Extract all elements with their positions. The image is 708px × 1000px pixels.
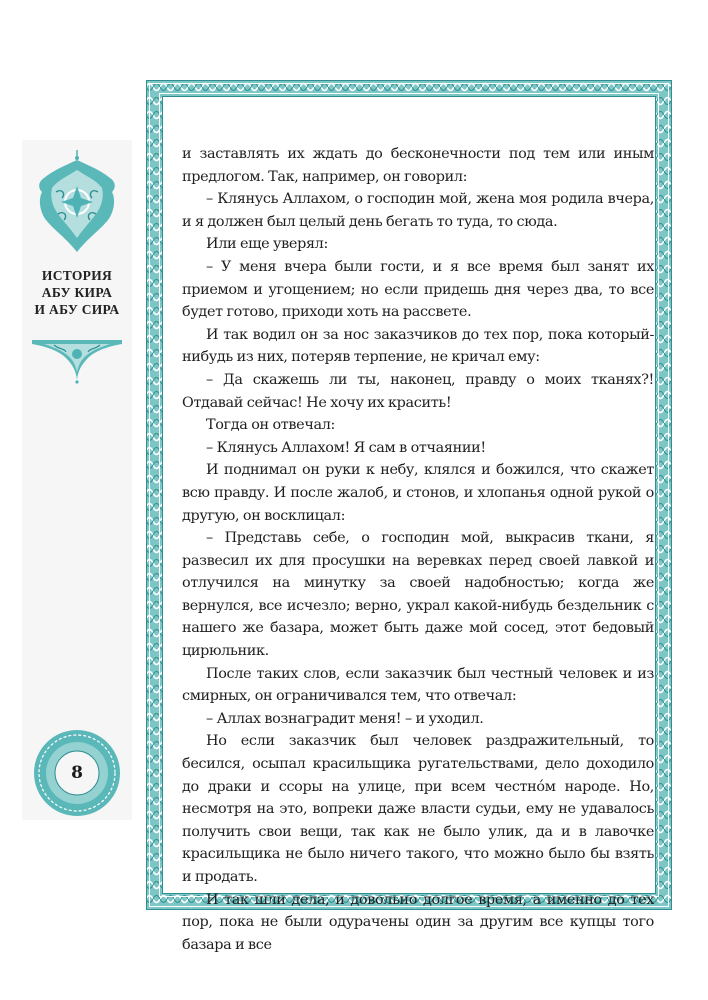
- paragraph: Тогда он отвечал:: [206, 417, 336, 434]
- main-text: [182, 143, 654, 953]
- paragraph: – Клянусь Аллахом, о господин мой, жена моя родила вчера, и я должен был целый день бегать то туда, то сюда.: [182, 191, 654, 230]
- paragraph: – Да скажешь ли ты, наконец, правду о моих тканях?! Отдавай сейчас! Не хочу их красить!: [182, 371, 654, 411]
- paragraph: И так водил он за нос заказчиков до тех пор, пока который-нибудь из них, потеряв терпение, не кричал ему:: [182, 326, 654, 366]
- paragraph: – Клянусь Аллахом! Я сам в отчаянии!: [206, 439, 486, 456]
- side-column: [22, 140, 132, 820]
- arabesque-ornament-top-icon: [34, 148, 120, 258]
- page-number: 8: [71, 763, 83, 783]
- arabesque-ornament-middle-icon: [30, 332, 124, 384]
- paragraph: После таких слов, если заказчик был честный человек и из смирных, он ограничивался тем, что отвечал:: [182, 665, 654, 705]
- paragraph: – Аллах вознаградит меня! – и уходил.: [206, 710, 484, 727]
- chapter-title: ИСТОРИЯ АБУ КИРА И АБУ СИРА: [34, 268, 120, 317]
- paragraph: – Представь себе, о господин мой, выкрасив ткани, я развесил их для просушки на веревках перед своей лавкой и отлучился на минутку за своей надобностью; когда же вернулся, все исчезло; верно, украл какой-нибудь бездельник с нашего же базара, может быть даже мой сосед, этот бедовый цирюльник.: [182, 530, 654, 660]
- paragraph: Или еще уверял:: [206, 236, 328, 253]
- paragraph: – У меня вчера были гости, и я все время был занят их приемом и угощением; но если придешь дня через два, то все будет готово, приходи хоть на рассвете.: [182, 258, 654, 321]
- paragraph: И так шли дела, и довольно долгое время, а именно до тех пор, пока не были одурачены один за другим все купцы того базара и все: [182, 891, 654, 953]
- paragraph: Но если заказчик был человек раздражительный, то бесился, осыпал красильщика ругательствами, дело доходило до драки и ссоры на улице, при всем честнóм народе. Но, несмотря на это, вопреки даже власти судьи, ему не удавалось получить свои вещи, так как не было улик, да и в лавочке красильщика не было ничего такого, что можно было бы взять и продать.: [182, 733, 654, 885]
- paragraph: И поднимал он руки к небу, клялся и божился, что скажет всю правду. И после жалоб, и стонов, и хлопанья одной рукой о другую, он восклицал:: [182, 462, 654, 524]
- paragraph: и заставлять их ждать до бесконечности под тем или иным предлогом. Так, например, он говорил:: [182, 146, 654, 185]
